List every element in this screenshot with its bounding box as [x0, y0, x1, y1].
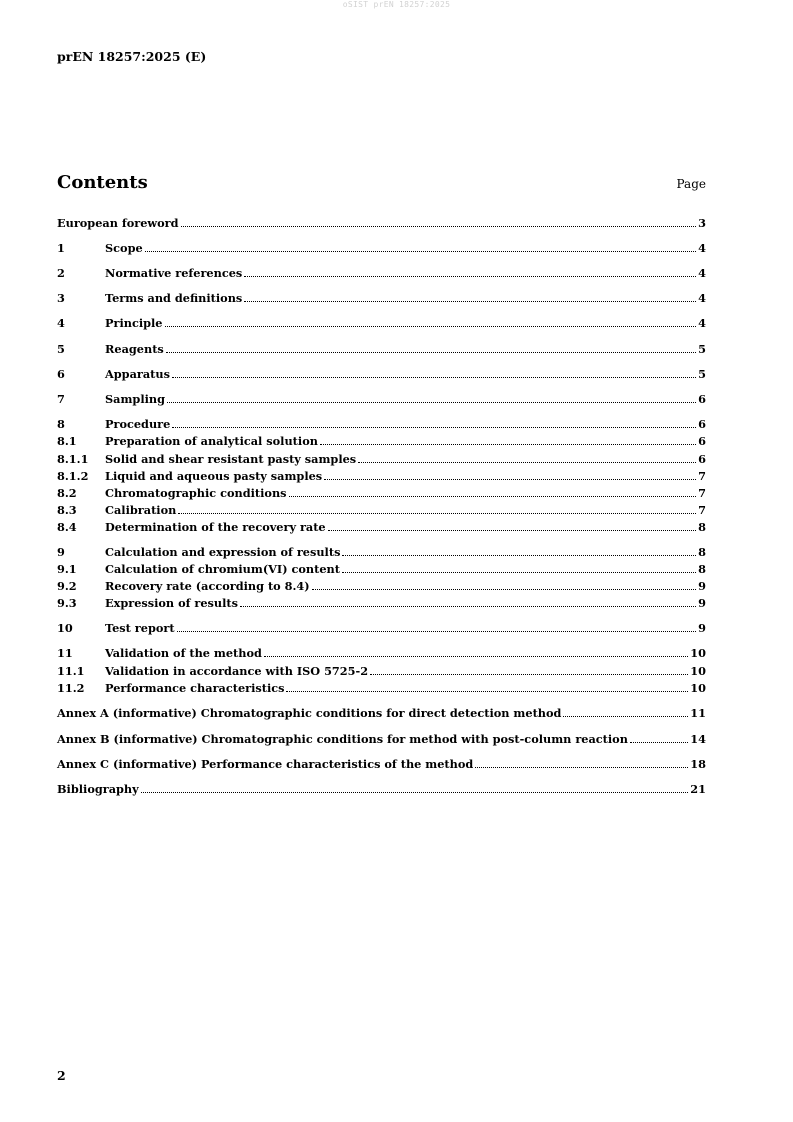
- toc-entry-page: 9: [698, 579, 706, 593]
- toc-entry-8-4[interactable]: [57, 519, 706, 535]
- toc-leader: [244, 276, 696, 277]
- toc-entry-11-2[interactable]: [57, 680, 706, 696]
- toc-entry-title: Recovery rate (according to 8.4): [105, 579, 310, 593]
- toc-entry-page: 5: [698, 342, 706, 356]
- toc-entry-page: 10: [690, 681, 706, 695]
- toc-entry-9-3[interactable]: [57, 595, 706, 611]
- toc-entry-page: 8: [698, 545, 706, 559]
- toc-entry-title: Expression of results: [105, 596, 238, 610]
- toc-entry-title: Reagents: [105, 342, 164, 356]
- toc-leader: [240, 606, 696, 607]
- toc-entry-number: 8.3: [57, 503, 77, 517]
- toc-entry-number: 6: [57, 367, 65, 381]
- toc-entry-page: 9: [698, 621, 706, 635]
- toc-entry-page: 8: [698, 562, 706, 576]
- toc-entry-number: 8.4: [57, 520, 77, 534]
- document-id: prEN 18257:2025 (E): [57, 49, 207, 64]
- toc-leader: [342, 572, 696, 573]
- toc-entry-page: 6: [698, 392, 706, 406]
- toc-entry-title: European foreword: [57, 216, 179, 230]
- toc-entry-title: Terms and definitions: [105, 291, 243, 305]
- toc-entry-page: 11: [690, 706, 706, 720]
- toc-entry-9-1[interactable]: [57, 561, 706, 577]
- toc-entry-title: Apparatus: [105, 367, 170, 381]
- toc-entry-number: 11.1: [57, 664, 85, 678]
- toc-entry-page: 7: [698, 486, 706, 500]
- toc-leader: [342, 555, 696, 556]
- toc-leader: [286, 691, 688, 692]
- toc-entry-annex-a[interactable]: [57, 705, 706, 721]
- toc-entry-title: Validation of the method: [105, 646, 262, 660]
- toc-leader: [475, 767, 688, 768]
- toc-entry-page: 6: [698, 434, 706, 448]
- toc-entry-page: 6: [698, 452, 706, 466]
- toc-entry-number: 8: [57, 417, 65, 431]
- toc-leader: [630, 742, 688, 743]
- toc-entry-page: 4: [698, 291, 706, 305]
- toc-leader: [370, 674, 688, 675]
- toc-leader: [178, 513, 696, 514]
- toc-entry-title: Annex A (informative) Chromatographic conditions for direct detection method: [57, 706, 562, 720]
- toc-entry-title: Normative references: [105, 266, 243, 280]
- toc-entry-11[interactable]: [57, 645, 706, 661]
- toc-entry-number: 9: [57, 545, 65, 559]
- toc-entry-title: Principle: [105, 316, 163, 330]
- contents-title: Contents: [57, 172, 148, 193]
- toc-entry-4[interactable]: [57, 315, 706, 331]
- toc-leader: [165, 326, 697, 327]
- toc-entry-7[interactable]: [57, 391, 706, 407]
- toc-entry-title: Calibration: [105, 503, 177, 517]
- toc-entry-page: 18: [690, 757, 706, 771]
- watermark: oSIST prEN 18257:2025: [342, 0, 451, 9]
- toc-entry-8-1[interactable]: [57, 433, 706, 449]
- toc-entry-title: Liquid and aqueous pasty samples: [105, 469, 323, 483]
- toc-entry-11-1[interactable]: [57, 663, 706, 679]
- toc-entry-number: 9.1: [57, 562, 77, 576]
- toc-entry-title: Annex B (informative) Chromatographic conditions for method with post-column reaction: [57, 732, 628, 746]
- toc-leader: [172, 377, 696, 378]
- toc-entry-page: 6: [698, 417, 706, 431]
- toc-entry-title: Sampling: [105, 392, 166, 406]
- toc-entry-page: 10: [690, 646, 706, 660]
- toc-entry-title: Bibliography: [57, 782, 139, 796]
- toc-entry-8-2[interactable]: [57, 485, 706, 501]
- toc-leader: [289, 496, 697, 497]
- toc-entry-number: 7: [57, 392, 65, 406]
- toc-entry-annex-b[interactable]: [57, 731, 706, 747]
- toc-entry-page: 9: [698, 596, 706, 610]
- toc-entry-10[interactable]: [57, 620, 706, 636]
- toc-entry-number: 8.1.1: [57, 452, 89, 466]
- toc-leader: [167, 402, 696, 403]
- toc-leader: [328, 530, 697, 531]
- toc-entry-8[interactable]: [57, 416, 706, 432]
- footer-page-number: 2: [57, 1068, 66, 1083]
- toc-entry-annex-c[interactable]: [57, 756, 706, 772]
- toc-entry-number: 9.3: [57, 596, 77, 610]
- toc-leader: [358, 462, 696, 463]
- toc-entry-bibliography[interactable]: [57, 781, 706, 797]
- toc-entry-3[interactable]: [57, 290, 706, 306]
- toc-entry-2[interactable]: [57, 265, 706, 281]
- toc-leader: [181, 226, 697, 227]
- toc-entry-title: Preparation of analytical solution: [105, 434, 318, 448]
- toc-entry-page: 5: [698, 367, 706, 381]
- toc-entry-number: 11: [57, 646, 73, 660]
- page-column-label: Page: [676, 177, 706, 191]
- toc-leader: [563, 716, 688, 717]
- toc-entry-title: Validation in accordance with ISO 5725-2: [105, 664, 369, 678]
- toc-entry-8-3[interactable]: [57, 502, 706, 518]
- toc-entry-title: Calculation of chromium(VI) content: [105, 562, 340, 576]
- toc-entry-title: Procedure: [105, 417, 171, 431]
- toc-entry-title: Annex C (informative) Performance characteristics of the method: [57, 757, 474, 771]
- toc-entry-number: 2: [57, 266, 65, 280]
- toc-entry-title: Chromatographic conditions: [105, 486, 287, 500]
- toc-entry-title: Performance characteristics: [105, 681, 285, 695]
- toc-entry-page: 14: [690, 732, 706, 746]
- toc-entry-page: 4: [698, 266, 706, 280]
- toc-leader: [264, 656, 688, 657]
- toc-entry-9-2[interactable]: [57, 578, 706, 594]
- toc-entry-page: 10: [690, 664, 706, 678]
- toc-entry-title: Solid and shear resistant pasty samples: [105, 452, 357, 466]
- toc-leader: [177, 631, 697, 632]
- toc-entry-page: 7: [698, 469, 706, 483]
- toc-entry-5[interactable]: [57, 341, 706, 357]
- toc-entry-6[interactable]: [57, 366, 706, 382]
- toc-entry-number: 8.2: [57, 486, 77, 500]
- toc-entry-number: 4: [57, 316, 65, 330]
- toc-entry-title: Determination of the recovery rate: [105, 520, 326, 534]
- toc-leader: [244, 301, 696, 302]
- toc-entry-8-1-1[interactable]: [57, 451, 706, 467]
- toc-entry-number: 1: [57, 241, 65, 255]
- toc-entry-number: 8.1.2: [57, 469, 89, 483]
- toc-entry-page: 4: [698, 241, 706, 255]
- toc-entry-8-1-2[interactable]: [57, 468, 706, 484]
- toc-entry-page: 3: [698, 216, 706, 230]
- toc-entry-page: 21: [690, 782, 706, 796]
- toc-leader: [324, 479, 696, 480]
- toc-entry-page: 7: [698, 503, 706, 517]
- toc-entry-number: 11.2: [57, 681, 85, 695]
- toc-leader: [166, 352, 696, 353]
- toc-entry-number: 3: [57, 291, 65, 305]
- toc-entry-foreword[interactable]: [57, 215, 706, 231]
- toc-entry-9[interactable]: [57, 544, 706, 560]
- toc-entry-number: 8.1: [57, 434, 77, 448]
- toc-leader: [312, 589, 696, 590]
- toc-leader: [320, 444, 696, 445]
- toc-leader: [141, 792, 689, 793]
- toc-entry-page: 8: [698, 520, 706, 534]
- toc-entry-number: 10: [57, 621, 73, 635]
- toc-entry-title: Scope: [105, 241, 143, 255]
- toc-leader: [172, 427, 696, 428]
- toc-entry-number: 5: [57, 342, 65, 356]
- toc-leader: [145, 251, 696, 252]
- toc-entry-title: Calculation and expression of results: [105, 545, 341, 559]
- toc-entry-number: 9.2: [57, 579, 77, 593]
- toc-entry-title: Test report: [105, 621, 175, 635]
- toc-entry-page: 4: [698, 316, 706, 330]
- toc-entry-1[interactable]: [57, 240, 706, 256]
